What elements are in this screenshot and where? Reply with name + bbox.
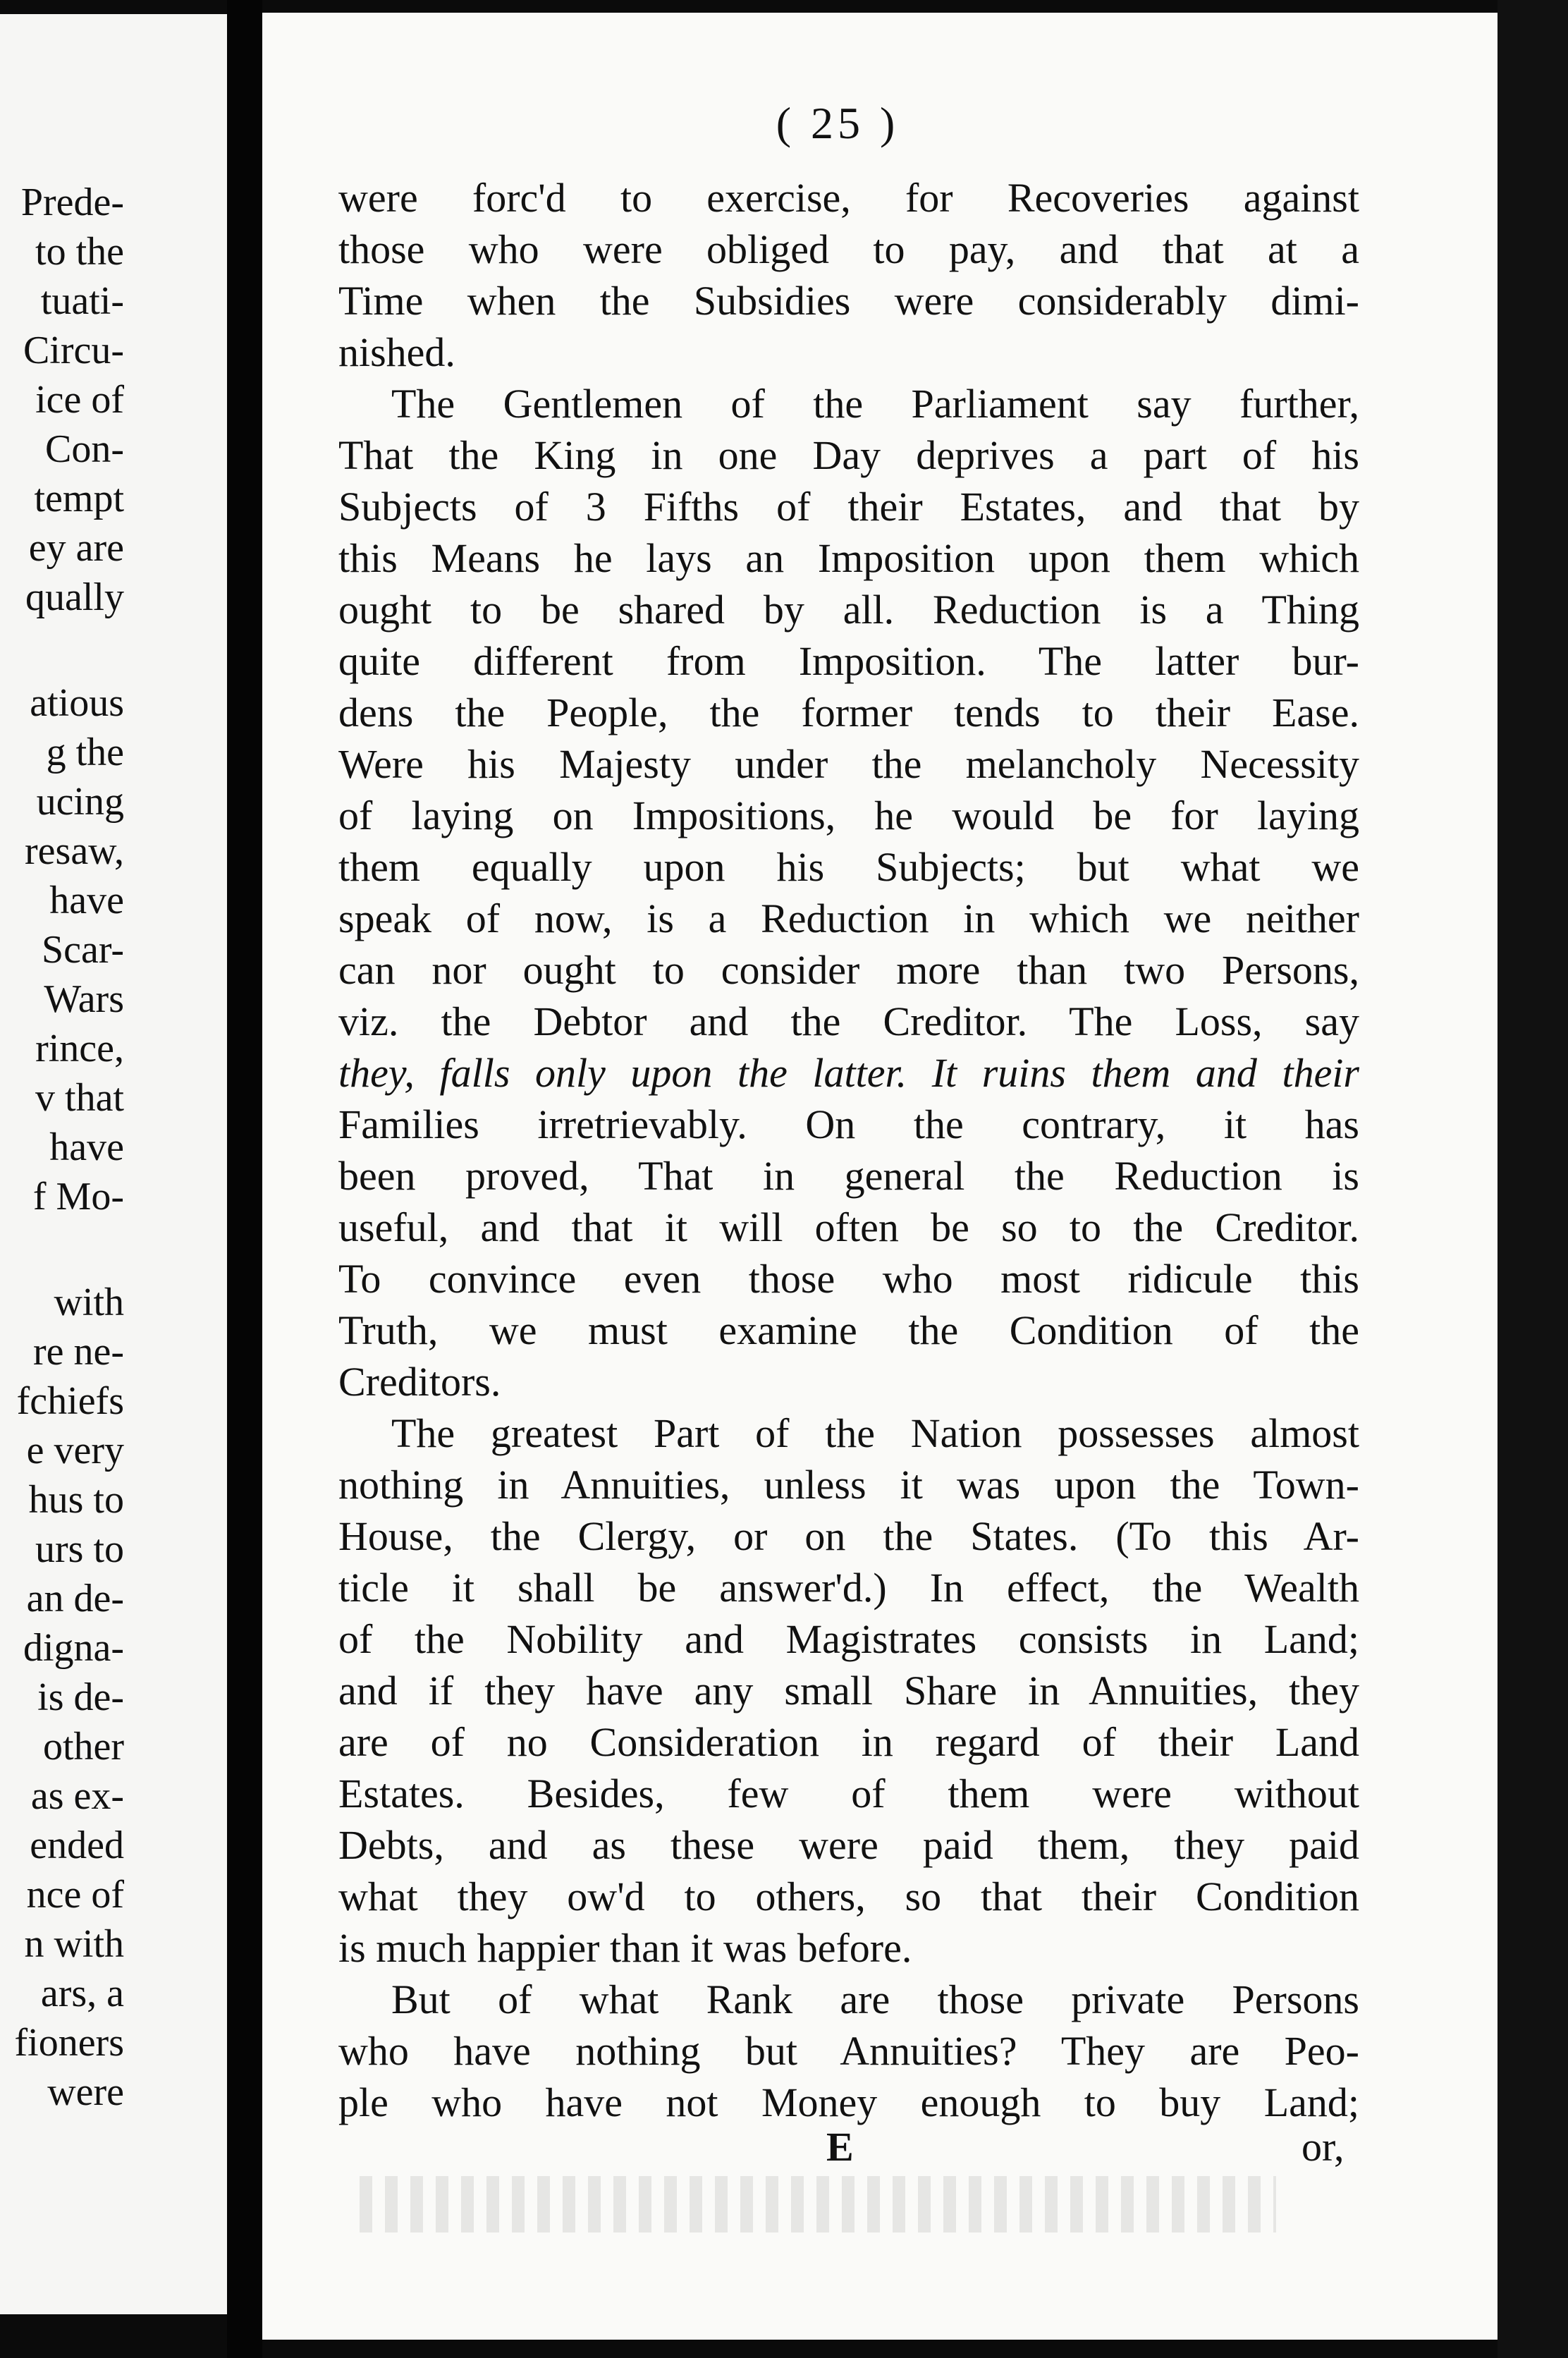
- body-line: were forc'd to exercise, for Recoveries against: [338, 175, 1359, 221]
- facing-page-line: hus to: [28, 1478, 124, 1522]
- facing-page-line: Wars: [44, 977, 124, 1021]
- facing-page-line: have: [49, 879, 124, 922]
- facing-page-line: re ne-: [32, 1330, 124, 1374]
- paragraph-start: The greatest Part of the Nation possesses almost: [391, 1410, 1359, 1456]
- body-line: been proved, That in general the Reduction is: [338, 1153, 1359, 1199]
- facing-page-line: urs to: [35, 1527, 124, 1571]
- book-gutter: [227, 0, 262, 2358]
- page-number: ( 25 ): [776, 98, 900, 148]
- body-line: those who were obliged to pay, and that at a: [338, 226, 1359, 272]
- facing-page-line: ended: [30, 1824, 124, 1867]
- body-line: That the King in one Day deprives a part of his: [338, 432, 1359, 478]
- body-line: Time when the Subsidies were considerably dimi-: [338, 278, 1359, 324]
- body-line: dens the People, the former tends to their Ease.: [338, 690, 1359, 735]
- facing-page-line: have: [49, 1125, 124, 1169]
- facing-page-line: g the: [46, 731, 124, 774]
- facing-page-line: ucing: [36, 780, 124, 824]
- body-line: Debts, and as these were paid them, they paid: [338, 1822, 1359, 1868]
- body-line: Estates. Besides, few of them were without: [338, 1771, 1359, 1816]
- body-line: who have nothing but Annuities? They are Peo-: [338, 2028, 1359, 2074]
- facing-page-line: tuati-: [40, 279, 124, 323]
- body-line: of the Nobility and Magistrates consists in Land;: [338, 1616, 1359, 1662]
- body-line: nothing in Annuities, unless it was upon the Town-: [338, 1462, 1359, 1508]
- paragraph-start: But of what Rank are those private Persons: [391, 1977, 1359, 2022]
- facing-page-line: Circu-: [23, 329, 124, 372]
- facing-page-line: Prede-: [20, 181, 124, 224]
- paragraph-start: The Gentlemen of the Parliament say further,: [391, 381, 1359, 427]
- facing-page-line: e very: [26, 1429, 124, 1472]
- facing-page-line: tempt: [34, 477, 124, 520]
- italic-quote-line: they, falls only upon the latter. It ruins them and their: [338, 1050, 1359, 1096]
- catchword: or,: [1301, 2124, 1345, 2170]
- body-line: Truth, we must examine the Condition of the: [338, 1307, 1359, 1353]
- facing-page-line: to the: [35, 230, 124, 274]
- facing-page-line: rince,: [35, 1027, 124, 1070]
- body-line: To convince even those who most ridicule this: [338, 1256, 1359, 1302]
- body-line: ple who have not Money enough to buy Land;: [338, 2079, 1359, 2125]
- facing-page-line: other: [42, 1725, 124, 1768]
- facing-page-line: were: [47, 2070, 124, 2114]
- body-line: quite different from Imposition. The latter bur-: [338, 638, 1359, 684]
- body-line: House, the Clergy, or on the States. (To this Ar-: [338, 1513, 1359, 1559]
- facing-page-line: Con-: [45, 427, 124, 471]
- facing-page-line: as ex-: [30, 1774, 124, 1818]
- facing-page-line: Scar-: [41, 928, 124, 972]
- body-line: useful, and that it will often be so to the Creditor.: [338, 1204, 1359, 1250]
- body-line: ticle it shall be answer'd.) In effect, the Wealth: [338, 1565, 1359, 1611]
- body-line: are of no Consideration in regard of their Land: [338, 1719, 1359, 1765]
- page-edge: [1497, 0, 1568, 2358]
- facing-page-line: ice of: [35, 378, 124, 422]
- facing-page-line: fchiefs: [16, 1379, 124, 1423]
- body-line: can nor ought to consider more than two Persons,: [338, 947, 1359, 993]
- body-line: what they ow'd to others, so that their Condition: [338, 1874, 1359, 1919]
- facing-page-line: ars, a: [40, 1972, 124, 2015]
- signature-mark: E: [826, 2124, 854, 2170]
- body-line: Subjects of 3 Fifths of their Estates, and that by: [338, 484, 1359, 530]
- body-line: viz. the Debtor and the Creditor. The Loss, say: [338, 998, 1359, 1044]
- body-line: and if they have any small Share in Annuities, they: [338, 1668, 1359, 1713]
- facing-page-line: an de-: [26, 1577, 124, 1620]
- body-line: Were his Majesty under the melancholy Necessity: [338, 741, 1359, 787]
- body-line: nished.: [338, 329, 455, 375]
- body-line: is much happier than it was before.: [338, 1925, 912, 1971]
- body-line: this Means he lays an Imposition upon them which: [338, 535, 1359, 581]
- show-through-ink: [360, 2176, 1276, 2232]
- facing-page-line: with: [54, 1281, 124, 1324]
- facing-page-line: is de-: [37, 1675, 124, 1719]
- body-line: of laying on Impositions, he would be for laying: [338, 793, 1359, 838]
- body-line: Creditors.: [338, 1359, 501, 1405]
- body-line: speak of now, is a Reduction in which we neither: [338, 896, 1359, 941]
- facing-page-line: fioners: [14, 2021, 124, 2065]
- body-line: ought to be shared by all. Reduction is a Thing: [338, 587, 1359, 633]
- body-line: Families irretrievably. On the contrary, it has: [338, 1101, 1359, 1147]
- facing-page-line: qually: [25, 575, 124, 619]
- facing-page-line: digna-: [23, 1626, 124, 1670]
- facing-page-line: resaw,: [25, 829, 124, 873]
- facing-page-line: atious: [30, 681, 124, 725]
- facing-page-line: v that: [35, 1076, 124, 1120]
- facing-page: [0, 14, 228, 2314]
- body-line: them equally upon his Subjects; but what we: [338, 844, 1359, 890]
- facing-page-line: ey are: [28, 526, 124, 570]
- facing-page-line: nce of: [26, 1873, 124, 1917]
- facing-page-line: f Mo-: [32, 1175, 124, 1218]
- facing-page-line: n with: [24, 1922, 124, 1966]
